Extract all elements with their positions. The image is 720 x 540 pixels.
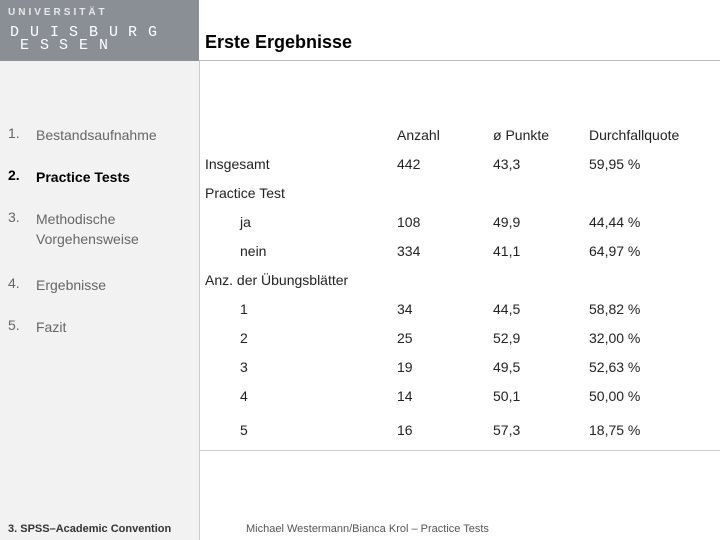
column-header-durchfallquote: Durchfallquote — [589, 127, 680, 143]
table-cell: 19 — [397, 359, 413, 375]
nav-label: Bestandsaufnahme — [36, 127, 157, 143]
logo-universitaet-text: UNIVERSITÄT — [8, 7, 108, 18]
footer-authors: Michael Westermann/Bianca Krol – Practice Tests — [246, 523, 489, 535]
table-cell: 43,3 — [493, 156, 521, 172]
table-cell: 32,00 % — [589, 330, 641, 346]
logo-letter: S — [40, 37, 50, 54]
table-cell: 108 — [397, 214, 421, 230]
row-label: ja — [240, 214, 251, 230]
nav-number: 4. — [8, 275, 20, 291]
row-label-insgesamt: Insgesamt — [205, 156, 270, 172]
nav-number: 1. — [8, 125, 20, 141]
sidebar-divider — [199, 61, 200, 540]
column-header-punkte: ø Punkte — [493, 127, 550, 143]
table-cell: 52,9 — [493, 330, 521, 346]
table-cell: 52,63 % — [589, 359, 641, 375]
column-header-anzahl: Anzahl — [397, 127, 440, 143]
table-cell: 58,82 % — [589, 301, 641, 317]
nav-label: Practice Tests — [36, 169, 130, 185]
nav-label: Fazit — [36, 319, 67, 335]
logo-letter: E — [20, 37, 30, 54]
logo-letter: I — [50, 24, 60, 41]
table-cell: 44,44 % — [589, 214, 641, 230]
row-label: 2 — [240, 330, 248, 346]
university-logo — [0, 0, 199, 61]
table-cell: 50,1 — [493, 388, 521, 404]
nav-number: 5. — [8, 317, 20, 333]
logo-letter: D — [10, 24, 20, 41]
row-label: 1 — [240, 301, 248, 317]
table-cell: 41,1 — [493, 243, 521, 259]
table-cell: 44,5 — [493, 301, 521, 317]
logo-letter: S — [69, 24, 79, 41]
table-bottom-divider — [199, 450, 720, 451]
header-divider — [199, 60, 720, 61]
row-label: 3 — [240, 359, 248, 375]
table-cell: 25 — [397, 330, 413, 346]
logo-letter: U — [109, 24, 119, 41]
nav-number: 2. — [8, 167, 20, 183]
logo-letter: B — [89, 24, 99, 41]
slide-title: Erste Ergebnisse — [205, 32, 353, 52]
row-label: 5 — [240, 422, 248, 438]
nav-label: Methodische Vorgehensweise — [36, 211, 139, 247]
group-label-practice-test: Practice Test — [205, 185, 285, 201]
table-cell: 49,9 — [493, 214, 521, 230]
logo-letter: G — [148, 24, 158, 41]
logo-letter: E — [79, 37, 89, 54]
table-cell: 14 — [397, 388, 413, 404]
table-cell: 49,5 — [493, 359, 521, 375]
logo-letter: R — [128, 24, 138, 41]
table-cell: 34 — [397, 301, 413, 317]
table-cell: 18,75 % — [589, 422, 641, 438]
logo-letter: U — [30, 24, 40, 41]
logo-letter: S — [59, 37, 69, 54]
row-label: nein — [240, 243, 267, 259]
table-cell: 64,97 % — [589, 243, 641, 259]
table-cell: 57,3 — [493, 422, 521, 438]
table-cell: 442 — [397, 156, 421, 172]
table-cell: 16 — [397, 422, 413, 438]
table-cell: 50,00 % — [589, 388, 641, 404]
table-cell: 334 — [397, 243, 421, 259]
row-label: 4 — [240, 388, 248, 404]
logo-letter: N — [99, 37, 109, 54]
nav-number: 3. — [8, 209, 20, 225]
footer-event: 3. SPSS–Academic Convention — [8, 523, 172, 535]
group-label-uebungsblaetter: Anz. der Übungsblätter — [205, 272, 349, 288]
table-cell: 59,95 % — [589, 156, 641, 172]
nav-label: Ergebnisse — [36, 277, 107, 293]
